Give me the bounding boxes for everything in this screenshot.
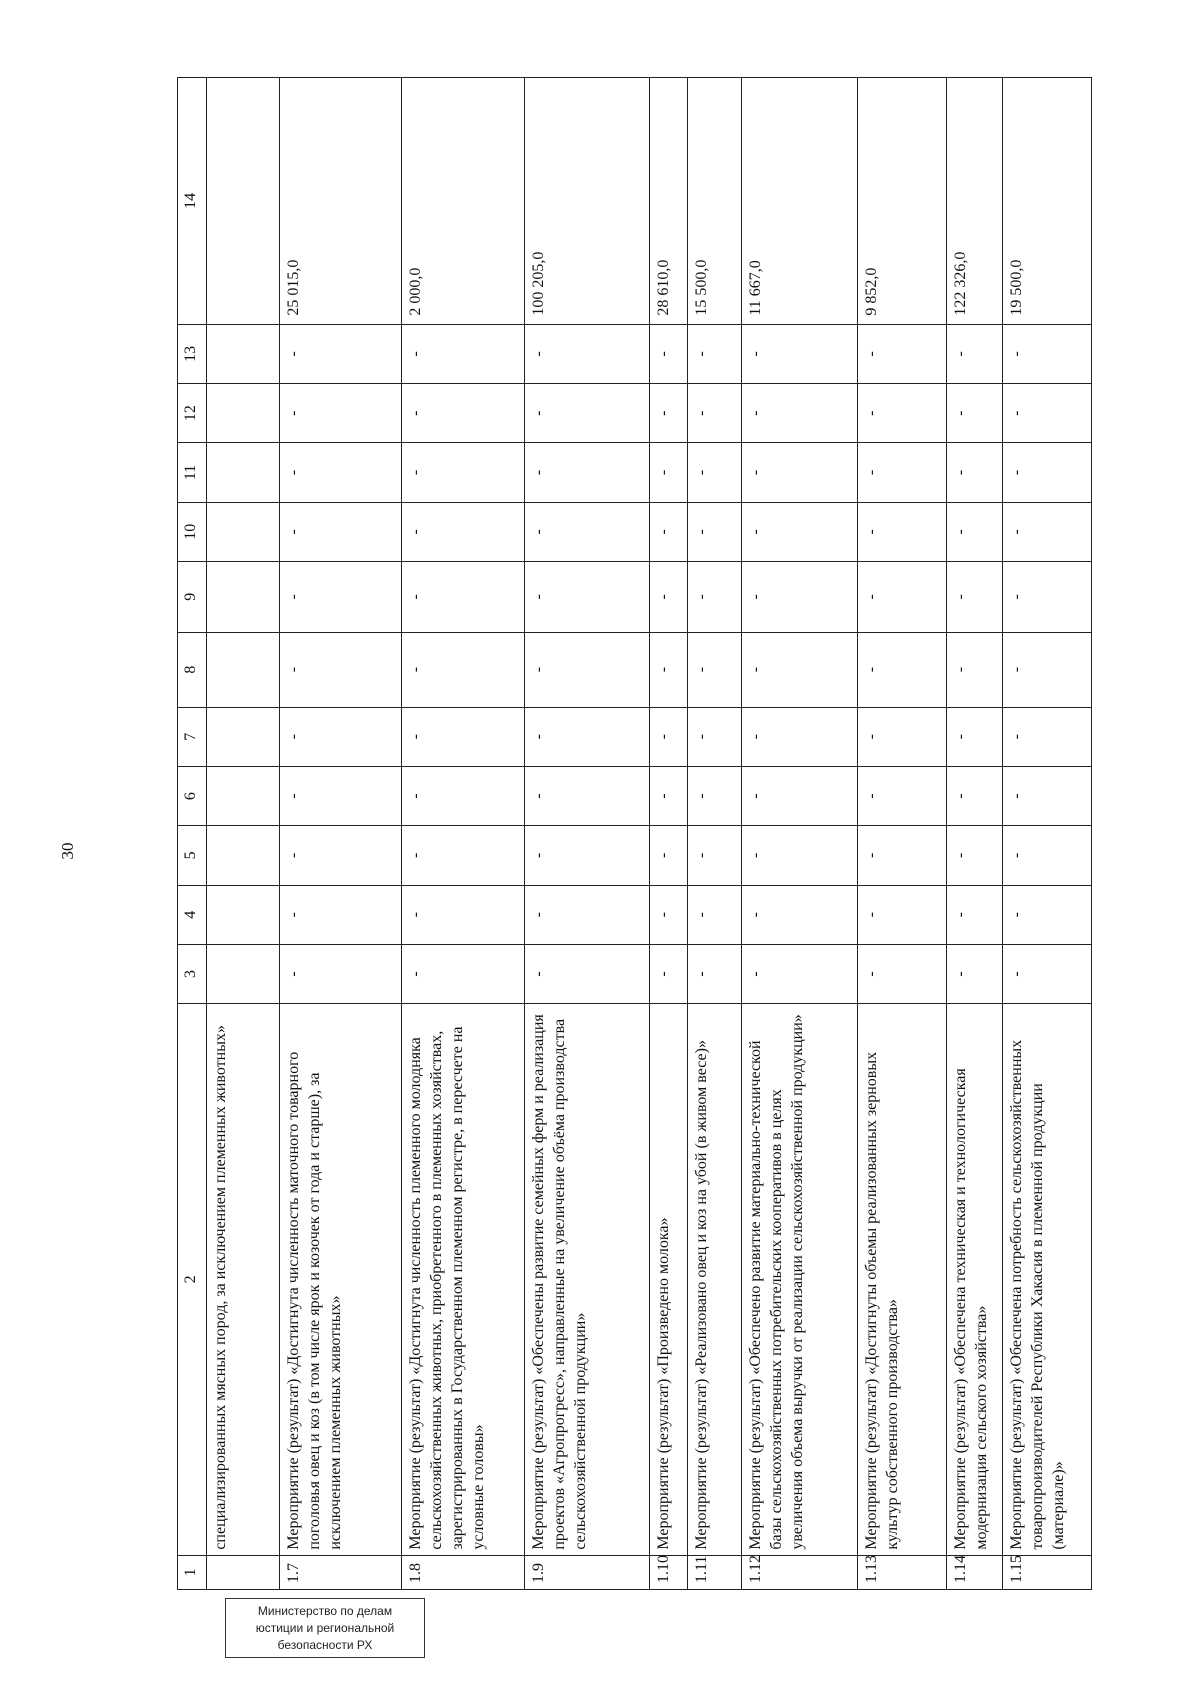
value-cell: - xyxy=(946,826,1002,885)
row-description: Мероприятие (результат) «Обеспечена потребность сельскохозяйственных товаропроизводителей Республики Хакасия в племенной продукции (материале)» xyxy=(1002,1004,1091,1556)
value-cell: - xyxy=(525,443,650,502)
value-cell: - xyxy=(650,944,688,1003)
table-row xyxy=(1002,78,1091,1590)
row-description: Мероприятие (результат) «Произведено молока» xyxy=(650,1004,688,1556)
row-description: Мероприятие (результат) «Реализовано овец и коз на убой (в живом весе)» xyxy=(687,1004,741,1556)
value-cell: - xyxy=(946,707,1002,766)
program-measures-table xyxy=(177,77,1092,1590)
total-cell: 11 667,0 xyxy=(741,78,857,325)
value-cell: - xyxy=(857,502,946,561)
table-row-continuation xyxy=(207,78,280,1590)
value-cell: - xyxy=(1002,885,1091,944)
value-cell: - xyxy=(1002,766,1091,825)
total-cell: 100 205,0 xyxy=(525,78,650,325)
value-cell: - xyxy=(857,443,946,502)
header-cell: 8 xyxy=(178,632,207,707)
value-cell: - xyxy=(650,885,688,944)
value-cell: - xyxy=(857,632,946,707)
value-cell: - xyxy=(857,707,946,766)
row-description: Мероприятие (результат) «Достигнута численность племенного молодняка сельскохозяйственных животных, приобретенного в племенных хозяйствах, зарегистрированных в Государственном племенном регистре, в пересчете на условные головы» xyxy=(402,1004,525,1556)
value-cell: - xyxy=(946,944,1002,1003)
value-cell: - xyxy=(279,632,402,707)
value-cell: - xyxy=(1002,443,1091,502)
value-cell: - xyxy=(741,944,857,1003)
value-cell: - xyxy=(650,383,688,442)
value-cell: - xyxy=(741,443,857,502)
value-cell: - xyxy=(1002,324,1091,383)
header-cell: 11 xyxy=(178,443,207,502)
empty-cell xyxy=(207,944,280,1003)
total-cell: 28 610,0 xyxy=(650,78,688,325)
table-row xyxy=(402,78,525,1590)
value-cell: - xyxy=(402,502,525,561)
total-cell: 122 326,0 xyxy=(946,78,1002,325)
header-cell: 14 xyxy=(178,78,207,325)
header-cell: 13 xyxy=(178,324,207,383)
total-cell: 25 015,0 xyxy=(279,78,402,325)
table-row xyxy=(525,78,650,1590)
row-number: 1.11 xyxy=(687,1555,741,1589)
value-cell: - xyxy=(279,502,402,561)
row-number: 1.7 xyxy=(279,1555,402,1589)
row-number: 1.13 xyxy=(857,1555,946,1589)
header-cell: 1 xyxy=(178,1555,207,1589)
row-number: 1.12 xyxy=(741,1555,857,1589)
header-row xyxy=(178,78,207,1590)
header-cell: 7 xyxy=(178,707,207,766)
value-cell: - xyxy=(946,885,1002,944)
value-cell: - xyxy=(741,502,857,561)
row-number: 1.8 xyxy=(402,1555,525,1589)
table-row xyxy=(279,78,402,1590)
stamp-line: Министерство по делам xyxy=(257,1604,393,1618)
value-cell: - xyxy=(741,885,857,944)
value-cell: - xyxy=(857,826,946,885)
total-cell: 9 852,0 xyxy=(857,78,946,325)
value-cell: - xyxy=(650,707,688,766)
value-cell: - xyxy=(1002,826,1091,885)
ministry-stamp xyxy=(225,1598,425,1658)
total-cell: 19 500,0 xyxy=(1002,78,1091,325)
row-description: специализированных мясных пород, за исключением племенных животных» xyxy=(207,1004,280,1556)
value-cell: - xyxy=(687,885,741,944)
empty-cell xyxy=(207,707,280,766)
value-cell: - xyxy=(687,383,741,442)
value-cell: - xyxy=(857,324,946,383)
empty-cell xyxy=(207,324,280,383)
empty-cell xyxy=(207,766,280,825)
value-cell: - xyxy=(741,766,857,825)
row-description: Мероприятие (результат) «Обеспечены развитие семейных ферм и реализация проектов «Агропрогресс», направленные на увеличение объёма производства сельскохозяйственной продукции» xyxy=(525,1004,650,1556)
value-cell: - xyxy=(650,766,688,825)
value-cell: - xyxy=(402,324,525,383)
value-cell: - xyxy=(279,561,402,632)
empty-cell xyxy=(207,632,280,707)
value-cell: - xyxy=(741,561,857,632)
value-cell: - xyxy=(402,632,525,707)
table-row xyxy=(741,78,857,1590)
value-cell: - xyxy=(525,383,650,442)
value-cell: - xyxy=(525,944,650,1003)
value-cell: - xyxy=(279,383,402,442)
value-cell: - xyxy=(741,324,857,383)
table-row xyxy=(650,78,688,1590)
value-cell: - xyxy=(402,826,525,885)
empty-cell xyxy=(207,502,280,561)
value-cell: - xyxy=(857,766,946,825)
header-cell: 10 xyxy=(178,502,207,561)
value-cell: - xyxy=(687,502,741,561)
value-cell: - xyxy=(525,707,650,766)
total-cell: 2 000,0 xyxy=(402,78,525,325)
value-cell: - xyxy=(946,502,1002,561)
row-number: 1.14 xyxy=(946,1555,1002,1589)
value-cell: - xyxy=(650,502,688,561)
value-cell: - xyxy=(650,826,688,885)
value-cell: - xyxy=(402,944,525,1003)
value-cell: - xyxy=(525,561,650,632)
value-cell: - xyxy=(687,632,741,707)
empty-cell xyxy=(207,826,280,885)
value-cell: - xyxy=(525,885,650,944)
value-cell: - xyxy=(525,632,650,707)
value-cell: - xyxy=(1002,502,1091,561)
value-cell: - xyxy=(525,502,650,561)
table-row xyxy=(946,78,1002,1590)
value-cell: - xyxy=(946,561,1002,632)
header-cell: 6 xyxy=(178,766,207,825)
row-number xyxy=(207,1555,280,1589)
page-number: 30 xyxy=(58,842,77,860)
value-cell: - xyxy=(1002,707,1091,766)
value-cell: - xyxy=(1002,632,1091,707)
value-cell: - xyxy=(687,443,741,502)
row-number: 1.15 xyxy=(1002,1555,1091,1589)
value-cell: - xyxy=(279,707,402,766)
header-cell: 12 xyxy=(178,383,207,442)
value-cell: - xyxy=(279,885,402,944)
value-cell: - xyxy=(946,632,1002,707)
value-cell: - xyxy=(279,324,402,383)
value-cell: - xyxy=(402,443,525,502)
empty-cell xyxy=(207,443,280,502)
value-cell: - xyxy=(946,766,1002,825)
value-cell: - xyxy=(741,826,857,885)
value-cell: - xyxy=(687,766,741,825)
value-cell: - xyxy=(402,383,525,442)
value-cell: - xyxy=(402,766,525,825)
value-cell: - xyxy=(687,826,741,885)
value-cell: - xyxy=(857,885,946,944)
value-cell: - xyxy=(525,324,650,383)
empty-cell xyxy=(207,885,280,944)
row-description: Мероприятие (результат) «Достигнуты объемы реализованных зерновых культур собственного производства» xyxy=(857,1004,946,1556)
value-cell: - xyxy=(279,826,402,885)
value-cell: - xyxy=(946,383,1002,442)
header-cell: 2 xyxy=(178,1004,207,1556)
empty-cell xyxy=(207,78,280,325)
value-cell: - xyxy=(1002,383,1091,442)
value-cell: - xyxy=(857,383,946,442)
value-cell: - xyxy=(687,707,741,766)
value-cell: - xyxy=(741,707,857,766)
header-cell: 5 xyxy=(178,826,207,885)
stamp-line: юстиции и региональной xyxy=(255,1621,395,1635)
value-cell: - xyxy=(741,632,857,707)
total-cell: 15 500,0 xyxy=(687,78,741,325)
value-cell: - xyxy=(402,885,525,944)
empty-cell xyxy=(207,561,280,632)
table-row xyxy=(857,78,946,1590)
row-description: Мероприятие (результат) «Обеспечена техническая и технологическая модернизация сельского хозяйства» xyxy=(946,1004,1002,1556)
value-cell: - xyxy=(650,324,688,383)
value-cell: - xyxy=(741,383,857,442)
value-cell: - xyxy=(857,561,946,632)
value-cell: - xyxy=(1002,944,1091,1003)
value-cell: - xyxy=(687,561,741,632)
value-cell: - xyxy=(402,707,525,766)
value-cell: - xyxy=(946,443,1002,502)
row-description: Мероприятие (результат) «Достигнута численность маточного товарного поголовья овец и коз (в том числе ярок и козочек от года и старше), за исключением племенных животных» xyxy=(279,1004,402,1556)
table-container xyxy=(177,77,1092,1590)
value-cell: - xyxy=(279,766,402,825)
header-cell: 4 xyxy=(178,885,207,944)
value-cell: - xyxy=(279,443,402,502)
value-cell: - xyxy=(687,324,741,383)
value-cell: - xyxy=(857,944,946,1003)
header-cell: 3 xyxy=(178,944,207,1003)
value-cell: - xyxy=(1002,561,1091,632)
row-number: 1.10 xyxy=(650,1555,688,1589)
value-cell: - xyxy=(279,944,402,1003)
value-cell: - xyxy=(687,944,741,1003)
header-cell: 9 xyxy=(178,561,207,632)
value-cell: - xyxy=(650,561,688,632)
value-cell: - xyxy=(525,826,650,885)
value-cell: - xyxy=(650,632,688,707)
value-cell: - xyxy=(525,766,650,825)
value-cell: - xyxy=(650,443,688,502)
row-description: Мероприятие (результат) «Обеспечено развитие материально-технической базы сельскохозяйственных потребительских кооперативов в целях увеличения объема выручки от реализации сельскохозяйственной продукции» xyxy=(741,1004,857,1556)
row-number: 1.9 xyxy=(525,1555,650,1589)
empty-cell xyxy=(207,383,280,442)
stamp-line: безопасности РХ xyxy=(277,1638,373,1652)
table-row xyxy=(687,78,741,1590)
value-cell: - xyxy=(402,561,525,632)
value-cell: - xyxy=(946,324,1002,383)
